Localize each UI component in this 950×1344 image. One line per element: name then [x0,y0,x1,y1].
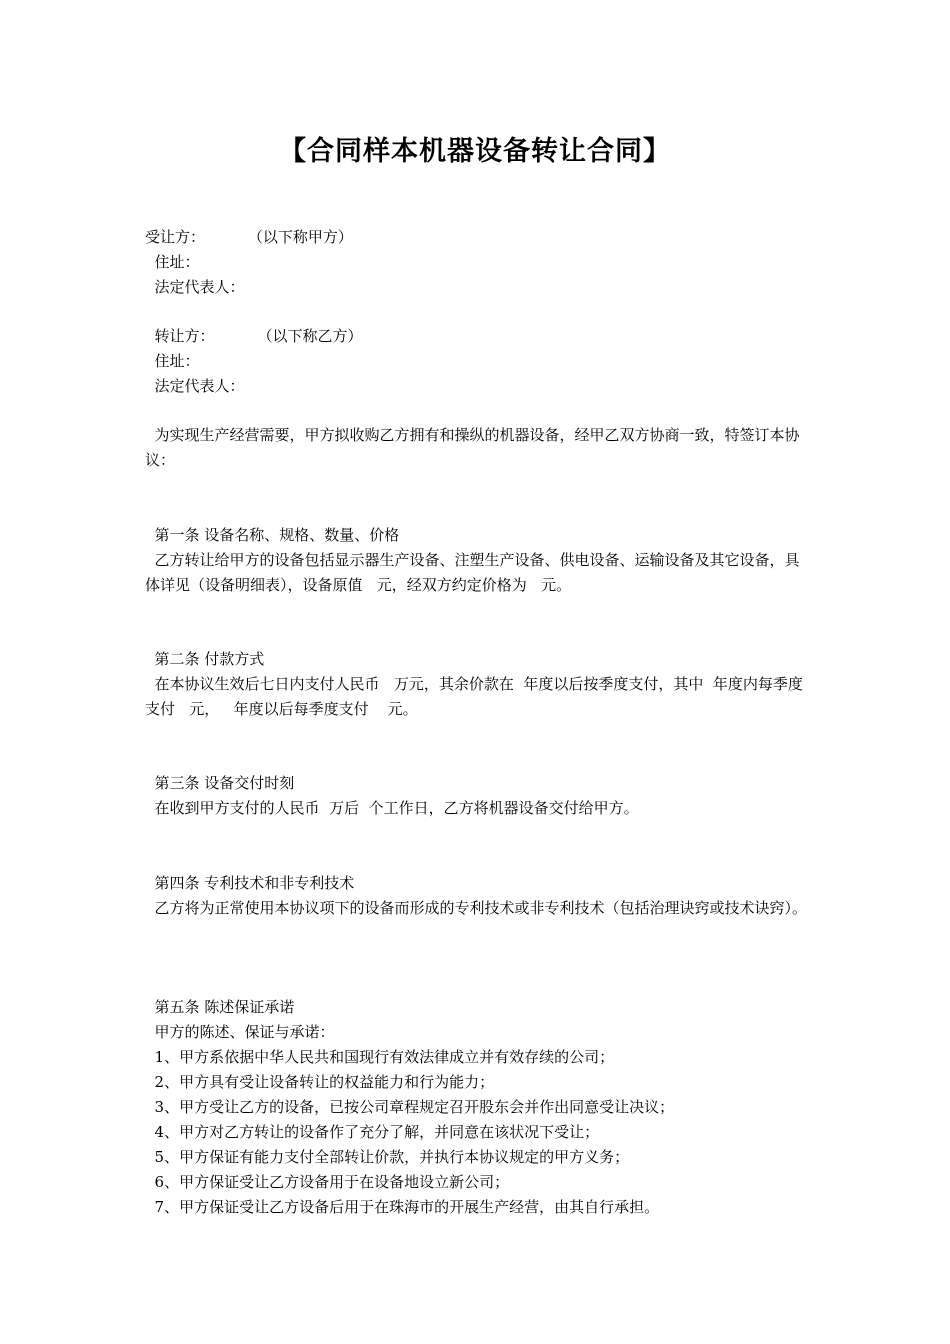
transferor-block [145,324,810,399]
list-item: 6、甲方保证受让乙方设备用于在设备地设立新公司； [145,1173,510,1191]
transferee-address: 住址： [145,253,200,271]
article-heading: 第五条 陈述保证承诺 [145,998,295,1016]
article-intro: 甲方的陈述、保证与承诺： [145,1023,335,1041]
list-item: 4、甲方对乙方转让的设备作了充分了解，并同意在该状况下受让； [145,1123,600,1141]
article-2 [145,647,810,722]
transferee-block [145,225,810,300]
article-heading: 第三条 设备交付时刻 [145,774,295,792]
list-item: 1、甲方系依据中华人民共和国现行有效法律成立并有效存续的公司； [145,1048,615,1066]
article-4 [145,871,810,921]
transferor-address: 住址： [145,352,200,370]
article-body: 在收到甲方支付的人民币 万后 个工作日，乙方将机器设备交付给甲方。 [145,799,639,817]
list-item: 7、甲方保证受让乙方设备后用于在珠海市的开展生产经营，由其自行承担。 [145,1198,660,1216]
list-item: 5、甲方保证有能力支付全部转让价款，并执行本协议规定的甲方义务； [145,1148,630,1166]
article-heading: 第一条 设备名称、规格、数量、价格 [145,526,400,544]
article-1 [145,523,810,598]
preamble-text: 为实现生产经营需要，甲方拟收购乙方拥有和操纵的机器设备，经甲乙双方协商一致，特签订本协议： [145,426,800,469]
document-title: 【合同样本机器设备转让合同】 [279,136,671,167]
article-3 [145,771,810,821]
article-body: 在本协议生效后七日内支付人民币 万元，其余价款在 年度以后按季度支付，其中 年度内每季度支付 元， 年度以后每季度支付 元。 [145,675,803,718]
list-item: 2、甲方具有受让设备转让的权益能力和行为能力； [145,1073,495,1091]
list-item: 3、甲方受让乙方的设备，已按公司章程规定召开股东会并作出同意受让决议； [145,1098,675,1116]
article-5 [145,995,810,1220]
article-body: 乙方转让给甲方的设备包括显示器生产设备、注塑生产设备、供电设备、运输设备及其它设备，具体详见（设备明细表），设备原值 元，经双方约定价格为 元。 [145,551,800,594]
article-heading: 第四条 专利技术和非专利技术 [145,874,355,892]
transferor-representative: 法定代表人： [145,377,245,395]
transferee-label: 受让方： （以下称甲方） [145,228,353,246]
transferor-label: 转让方： （以下称乙方） [145,327,363,345]
article-heading: 第二条 付款方式 [145,650,265,668]
preamble-block [145,423,810,473]
transferee-representative: 法定代表人： [145,278,245,296]
article-body: 乙方将为正常使用本协议项下的设备而形成的专利技术或非专利技术（包括治理诀窍或技术诀窍）。 [145,899,808,917]
